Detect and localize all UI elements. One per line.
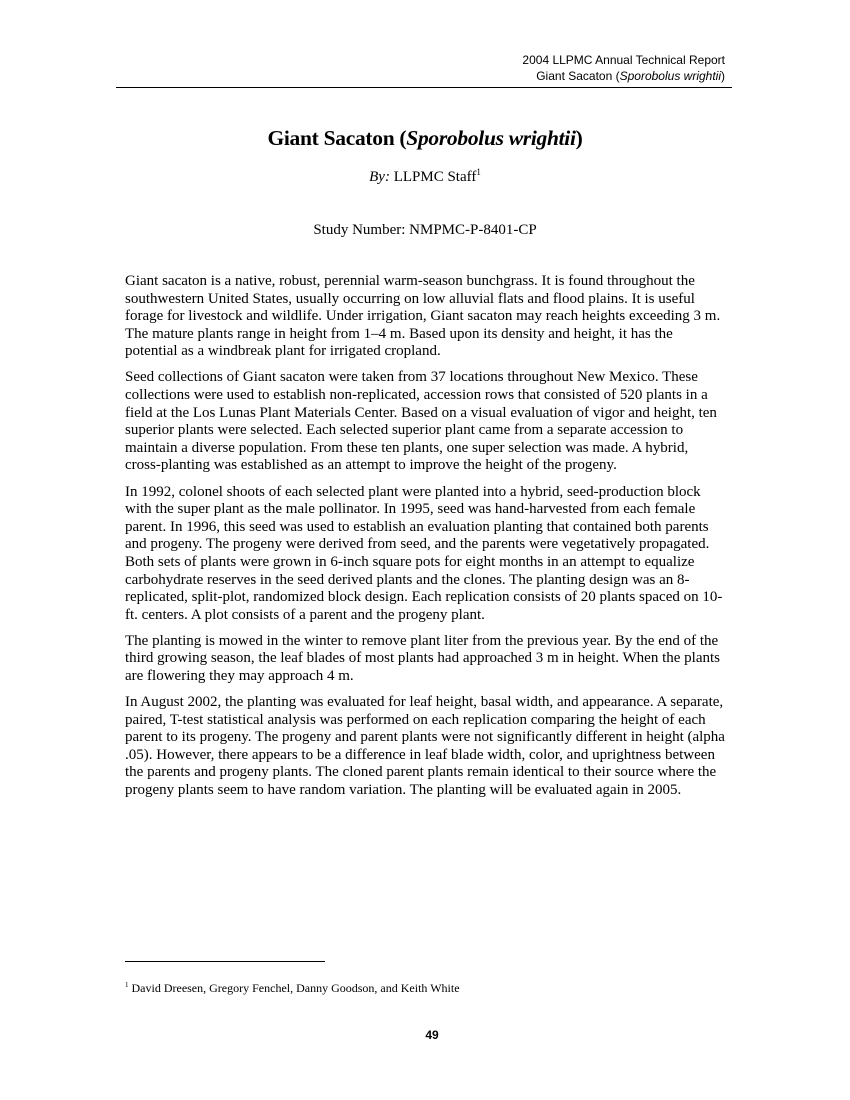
footnote-marker: 1 bbox=[125, 981, 129, 989]
study-number: Study Number: NMPMC-P-8401-CP bbox=[313, 222, 537, 238]
body-text bbox=[125, 273, 725, 808]
page-number: 49 bbox=[425, 1028, 439, 1042]
byline bbox=[116, 169, 734, 186]
footnote-text: David Dreesen, Gregory Fenchel, Danny Goodson, and Keith White bbox=[131, 981, 460, 995]
paragraph: The planting is mowed in the winter to remove plant liter from the previous year. By the end of the third growing season, the leaf blades of most plants had approached 3 m in height. When the plants are flowering they may approach 4 m. bbox=[125, 632, 720, 684]
header-section-title bbox=[522, 68, 725, 84]
paragraph: Seed collections of Giant sacaton were taken from 37 locations throughout New Mexico. These collections were used to establish non-replicated, accession rows that consisted of 520 plants in a field at the Los Lunas Plant Materials Center. Based on a visual evaluation of vigor and height, ten superior plants were selected. Each selected superior plant came from a separate accession to maintain a diverse population. From these ten plants, one super selection was made. A hybrid, cross-planting was established as an attempt to improve the height of the progeny. bbox=[125, 369, 717, 474]
paragraph: Giant sacaton is a native, robust, perennial warm-season bunchgrass. It is found throughout the southwestern United States, usually occurring on low alluvial flats and flood plains. It is useful forage for livestock and wildlife. Under irrigation, Giant sacaton may reach heights exceeding 3 m. The mature plants range in height from 1–4 m. Based upon its density and height, it has the potential as a windbreak plant for irrigated cropland. bbox=[125, 273, 721, 360]
paragraph: In August 2002, the planting was evaluated for leaf height, basal width, and appearance. A separate, paired, T-test statistical analysis was performed on each replication comparing the height of each parent to its progeny. The progeny and parent plants were not significantly different in height (alpha .05). However, there appears to be a difference in leaf blade width, color, and uprightness between the parents and progeny plants. The cloned parent plants remain identical to their source where the progeny plants seem to have random variation. The planting will be evaluated again in 2005. bbox=[125, 694, 725, 799]
header-report-title: 2004 LLPMC Annual Technical Report bbox=[522, 53, 725, 67]
byline-footnote-marker: 1 bbox=[476, 167, 481, 177]
byline-author: LLPMC Staff bbox=[393, 169, 477, 185]
header-section-prefix: Giant Sacaton ( bbox=[536, 69, 620, 83]
title-prefix: Giant Sacaton ( bbox=[267, 126, 407, 150]
title-species-name: Sporobolus wrightii bbox=[406, 126, 576, 150]
footnote-divider bbox=[125, 961, 325, 962]
title-suffix: ) bbox=[575, 126, 583, 150]
footnote bbox=[125, 981, 460, 996]
document-title bbox=[116, 126, 734, 151]
header-divider bbox=[116, 87, 732, 88]
byline-label: By: bbox=[369, 169, 390, 185]
header-species-name: Sporobolus wrightii bbox=[619, 69, 721, 83]
running-header bbox=[522, 52, 725, 84]
header-section-suffix: ) bbox=[721, 69, 725, 83]
paragraph: In 1992, colonel shoots of each selected plant were planted into a hybrid, seed-production block with the super plant as the male pollinator. In 1995, seed was hand-harvested from each female parent. In 1996, this seed was used to establish an evaluation planting that contained both parents and progeny. The progeny were derived from seed, and the parents were vegetatively propagated. Both sets of plants were grown in 6-inch square pots for eight months in an attempt to equalize carbohydrate reserves in the seed derived plants and the clones. The planting design was an 8-replicated, split-plot, randomized block design. Each replication consists of 20 plants spaced on 10-ft. centers. A plot consists of a parent and the progeny plant. bbox=[125, 483, 723, 623]
